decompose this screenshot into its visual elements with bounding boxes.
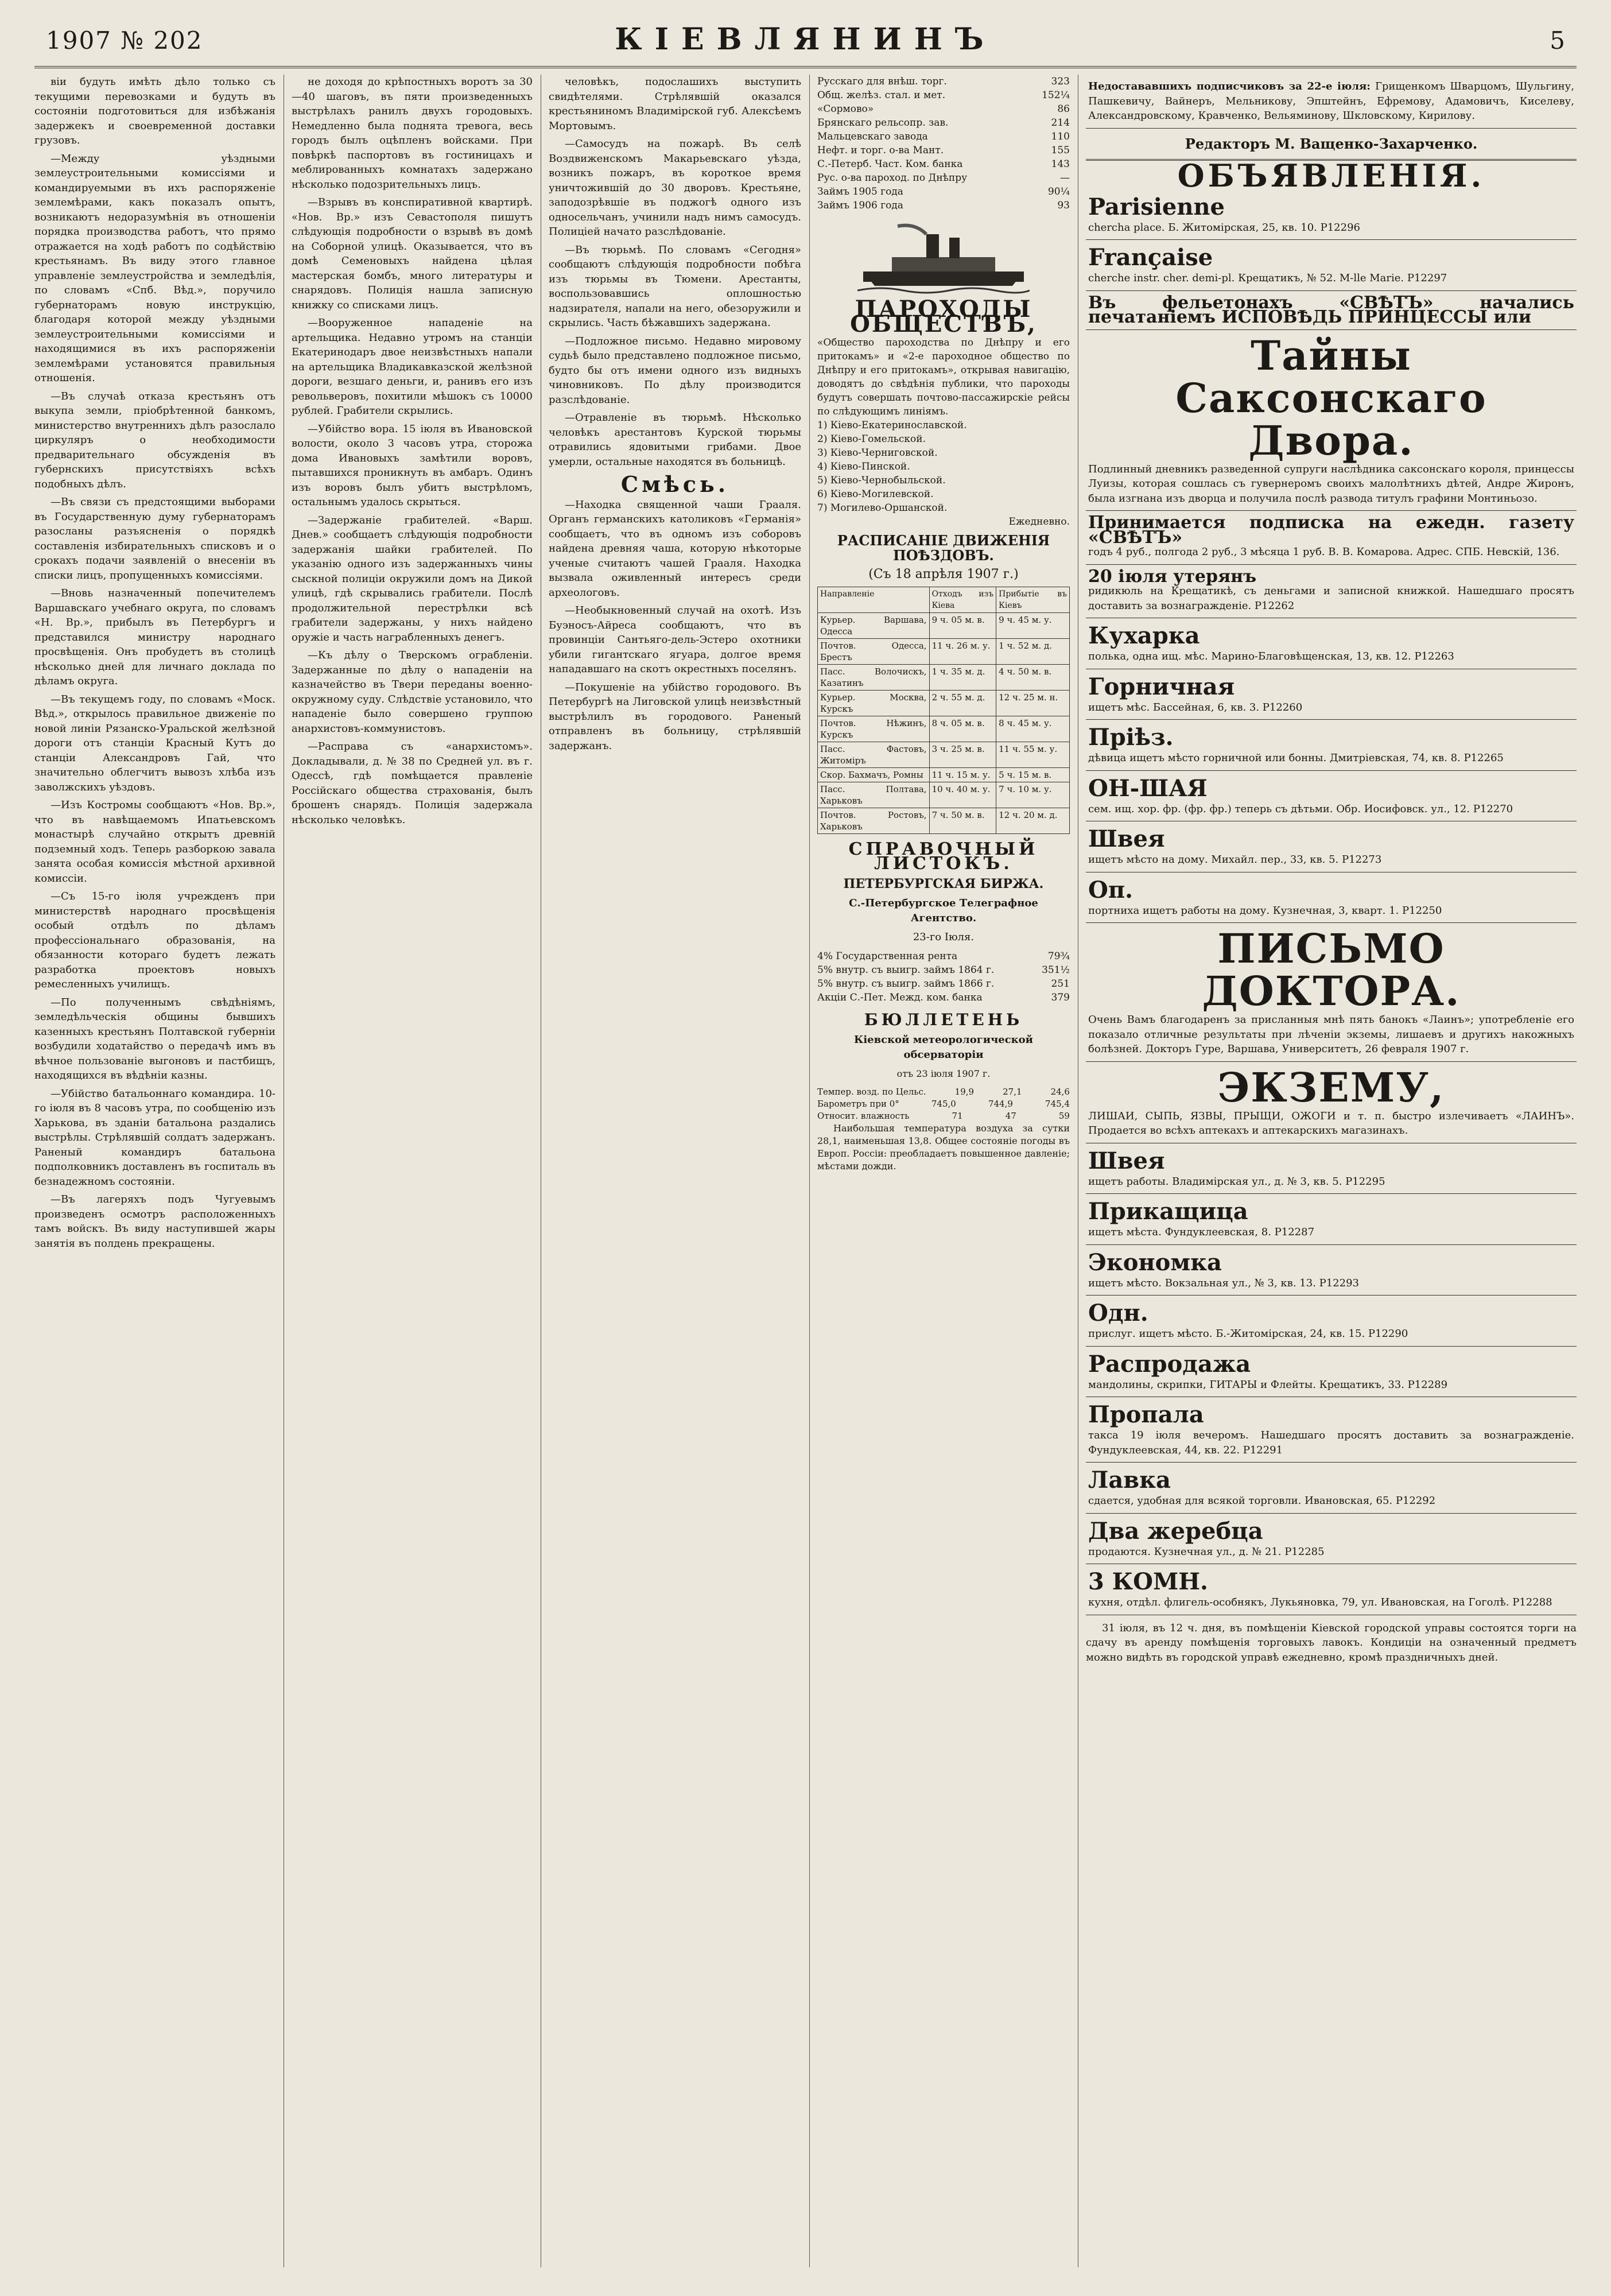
schedule-cell: 1 ч. 35 м. д. bbox=[929, 664, 996, 690]
schedule-cell: 8 ч. 05 м. в. bbox=[929, 716, 996, 742]
ad-item bbox=[1086, 565, 1577, 619]
schedule-row bbox=[818, 782, 1070, 808]
article-paragraph: —Между уѣздными землеустроительными комиссіями и командируемыми въ ихъ распоряженіе землемѣрами, какъ показалъ опытъ, возникаютъ недоразумѣнія въ отношеніи порядка производства работъ, что прямо отражается на ходѣ работъ по содѣйствію крестьянамъ. Въ виду этого главное управленіе землеустройства и земледѣлія, по словамъ «Спб. Вѣд.», поручило губернаторамъ новую инструкцію, благодаря которой между уѣздными землеустроительными комиссіями и находящимися въ ихъ распоряженіи землемѣрами установятся правильныя отношенія. bbox=[34, 152, 275, 384]
spravochny-sub: ПЕТЕРБУРГСКАЯ БИРЖА. bbox=[843, 876, 1044, 891]
exchange-name: 5% внутр. съ выигр. займъ 1866 г. bbox=[817, 978, 995, 990]
stock-row bbox=[817, 102, 1070, 116]
article-paragraph: —Къ дѣлу о Тверскомъ ограбленіи. Задержанные по дѣлу о нападеніи на казначейство въ Твери переданы военно-окружному суду. Слѣдствіе установило, что нападеніе было совершено группою анархистовъ-коммунистовъ. bbox=[292, 649, 533, 735]
schedule-row bbox=[818, 742, 1070, 767]
ad-text: cherche instr. cher. demi-pl. Крещатикъ, № 52. M-lle Marie. Р12297 bbox=[1088, 272, 1447, 284]
ad-lead: Пріѣз. bbox=[1088, 724, 1174, 751]
announcements-title: ОБЪЯВЛЕНІЯ. bbox=[1177, 157, 1485, 194]
schedule-row bbox=[818, 767, 1070, 782]
stock-row bbox=[817, 88, 1070, 102]
stock-name: Брянскаго рельсопр. зав. bbox=[817, 117, 949, 129]
ad-text: годъ 4 руб., полгода 2 руб., 3 мѣсяца 1 руб. В. В. Комарова. Адрес. СПБ. Невскій, 136. bbox=[1088, 546, 1560, 558]
article-paragraph: —Самосудъ на пожарѣ. Въ селѣ Воздвиженскомъ Макарьевскаго уѣзда, возникъ пожаръ, въ короткое время уничтожившій до 30 дворовъ. Крестьяне, заподозрѣвшіе въ поджогѣ одного изъ односельчанъ, учинили надъ нимъ самосудъ. Полиціей начато разслѣдованіе. bbox=[549, 138, 801, 238]
bulletin-sub: Кіевской метеорологической обсерваторіи bbox=[853, 1034, 1034, 1061]
article-paragraph: —Покушеніе на убійство городового. Въ Петербургѣ на Лиговской улицѣ неизвѣстный выстрѣлилъ въ городового. Раненый отправленъ въ больницу, стрѣлявшій задержанъ. bbox=[549, 681, 801, 752]
exchange-price: 379 bbox=[1051, 991, 1070, 1003]
weather-cell: 71 bbox=[952, 1110, 963, 1121]
ad-lead: Лавка bbox=[1088, 1467, 1171, 1494]
article-paragraph: —Изъ Костромы сообщаютъ «Нов. Вр.», что въ навѣщаемомъ Ипатьевскомъ монастырѣ случайно открытъ древній подземный ходъ. Теперь разборкою завала занята особая комиссія мѣстной архивной комиссіи. bbox=[34, 799, 275, 885]
ad-text: ищетъ мѣсто. Вокзальная ул., № 3, кв. 13. Р12293 bbox=[1088, 1277, 1359, 1289]
ad-lead: Швея bbox=[1088, 1147, 1165, 1174]
bulletin-text: Наибольшая температура воздуха за сутки 28,1, наименьшая 13,8. Общее состояніе погоды въ Европ. Россіи: преобладаетъ повышенное давленіе; мѣстами дожди. bbox=[817, 1122, 1070, 1172]
ad-item bbox=[1086, 1143, 1577, 1194]
schedule-cell: 11 ч. 26 м. у. bbox=[929, 638, 996, 664]
spravochny-title: СПРАВОЧНЫЙ ЛИСТОКЪ. bbox=[848, 839, 1039, 874]
ad-item bbox=[1086, 923, 1577, 1062]
stock-name: Общ. желѣз. стал. и мет. bbox=[817, 90, 946, 101]
ad-lead: ЭКЗЕМУ, bbox=[1217, 1063, 1445, 1111]
ship-line: 5) Кіево-Чернобыльской. bbox=[817, 475, 946, 486]
schedule-cell: 1 ч. 52 м. д. bbox=[996, 638, 1070, 664]
article-paragraph: —Необыкновенный случай на охотѣ. Изъ Буэносъ-Айреса сообщаютъ, что въ провинціи Сантьяго-дель-Эстеро охотники убили гигантскаго ягуара, долгое время нападавшаго на скотъ окрестныхъ поселянъ. bbox=[549, 604, 801, 675]
weather-row bbox=[817, 1110, 1070, 1122]
stock-price: 152¼ bbox=[1042, 90, 1070, 101]
train-schedule-table bbox=[817, 587, 1070, 834]
schedule-cell: Почтов. Одесса, Брестъ bbox=[818, 638, 930, 664]
ship-line: 1) Кіево-Екатеринославской. bbox=[817, 420, 967, 431]
ships-text: «Общество пароходства по Днѣпру и его притокамъ» и «2-е пароходное общество по Днѣпру и его притокамъ», открывая навигацію, доводятъ до свѣдѣнія публики, что пароходы будутъ совершать почтово-пассажирскіе рейсы по слѣдующимъ линіямъ. bbox=[817, 337, 1070, 417]
ad-lead: Принимается подписка на ежедн. газету «СВѢТЪ» bbox=[1088, 513, 1574, 548]
schedule-row bbox=[818, 808, 1070, 833]
article-paragraph: —Съ 15-го іюля учрежденъ при министерствѣ народнаго просвѣщенія особый отдѣлъ по дѣламъ профессіональнаго образованія, на обязанности котораго будетъ лежать разработка проектовъ новыхъ ремесленныхъ училищъ. bbox=[34, 890, 275, 990]
ship-line: 3) Кіево-Черниговской. bbox=[817, 447, 938, 459]
article-paragraph: —Убійство вора. 15 іюля въ Ивановской волости, около 3 часовъ утра, сторожа дома Ивановыхъ замѣтили воровъ, пытавшихся проникнуть въ амбаръ. Одинъ изъ воровъ былъ убитъ выстрѣломъ, остальнымъ удалось скрыться. bbox=[292, 422, 533, 508]
ad-item bbox=[1086, 330, 1577, 511]
schedule-cell: 11 ч. 15 м. у. bbox=[929, 767, 996, 782]
article-paragraph: —Подложное письмо. Недавно мировому судьѣ было представлено подложное письмо, будто бы отъ имени одного изъ видныхъ чиновниковъ. По дѣлу производится разслѣдованіе. bbox=[549, 335, 801, 406]
schedule-title: РАСПИСАНІЕ ДВИЖЕНІЯ ПОѢЗДОВЪ. bbox=[837, 532, 1050, 564]
schedule-cell: 2 ч. 55 м. д. bbox=[929, 690, 996, 716]
article-paragraph: не доходя до крѣпостныхъ воротъ за 30—40 шаговъ, въ пяти произведенныхъ выстрѣлахъ ранилъ двухъ городовыхъ. Немедленно была поднята тревога, весь городъ былъ оцѣпленъ войсками. При повѣркѣ паспортовъ въ гостиницахъ и меблированныхъ комнатахъ задержано нѣсколько подозрительныхъ лицъ. bbox=[292, 76, 533, 191]
ad-item bbox=[1086, 1397, 1577, 1463]
ad-item bbox=[1086, 1347, 1577, 1398]
ad-text: дѣвица ищетъ мѣсто горничной или бонны. Дмитріевская, 74, кв. 8. Р12265 bbox=[1088, 752, 1504, 764]
article-paragraph: —Вновь назначенный попечителемъ Варшавскаго учебнаго округа, по словамъ «Н. Вр.», прибылъ въ Петербургъ и представился министру народнаго просвѣщенія. Онъ пробудетъ въ столицѣ нѣсколько дней для личнаго доклада по дѣламъ округа. bbox=[34, 587, 275, 687]
weather-cell: 27,1 bbox=[1003, 1086, 1022, 1097]
ad-lead: Тайны Саксонскаго Двора. bbox=[1175, 331, 1487, 464]
schedule-cell: Почтов. Нѣжинъ, Курскъ bbox=[818, 716, 930, 742]
schedule-cell: 5 ч. 15 м. в. bbox=[996, 767, 1070, 782]
ad-text: Очень Вамъ благодаренъ за присланныя мнѣ пять банокъ «Лаинъ»; употребленіе его показало отличные результаты при лѣченіи экземы, лишаевъ и другихъ накожныхъ болѣзней. Докторъ Гуре, Варшава, Университетъ, 26 февраля 1907 г. bbox=[1088, 1014, 1574, 1055]
schedule-row bbox=[818, 612, 1070, 638]
article-paragraph: —Въ случаѣ отказа крестьянъ отъ выкупа земли, пріобрѣтенной банкомъ, министерство внутреннихъ дѣлъ разослало циркуляръ о необходимости предварительнаго обсужденія въ губернскихъ присутствіяхъ всѣхъ подобныхъ дѣлъ. bbox=[34, 390, 275, 490]
stock-price: 93 bbox=[1057, 200, 1070, 211]
ship-line: 7) Могилево-Оршанской. bbox=[817, 502, 948, 514]
weather-cell: Барометръ при 0° bbox=[817, 1098, 899, 1109]
article-paragraph: —Расправа съ «анархистомъ». Докладывали, д. № 38 по Средней ул. въ г. Одессѣ, гдѣ помѣщается правленіе Россійскаго общества страхованія, былъ брошенъ снарядъ. Полиція задержала нѣсколько человѣкъ. bbox=[292, 740, 533, 826]
ad-lead: Швея bbox=[1088, 825, 1165, 852]
ad-item bbox=[1086, 1245, 1577, 1296]
exchange-name: 4% Государственная рента bbox=[817, 950, 958, 962]
ad-text: ищетъ мѣсто на дому. Михайл. пер., 33, кв. 5. Р12273 bbox=[1088, 854, 1382, 866]
schedule-cell: 11 ч. 55 м. у. bbox=[996, 742, 1070, 767]
ad-text: Грищенкомъ Шварцомъ, Шульгину, Пашкевичу, Вайнеръ, Мельникову, Эпштейнъ, Ефремову, Адамовичъ, Киселеву, Александровскому, Кравченко, Вельяминову, Шкловскому, Кирилову. bbox=[1088, 80, 1574, 122]
ad-text: ищетъ работы. Владимірская ул., д. № 3, кв. 5. Р12295 bbox=[1088, 1175, 1385, 1188]
ad-lead: Кухарка bbox=[1088, 622, 1200, 649]
schedule-cell: Почтов. Ростовъ, Харьковъ bbox=[818, 808, 930, 833]
stock-name: «Сормово» bbox=[817, 103, 874, 115]
schedule-row bbox=[818, 690, 1070, 716]
ad-item bbox=[1086, 1564, 1577, 1615]
schedule-row bbox=[818, 638, 1070, 664]
ship-line: 2) Кіево-Гомельской. bbox=[817, 433, 926, 445]
spravochny-agency: С.-Петербургское Телеграфное Агентство. bbox=[849, 897, 1038, 924]
schedule-cell: 4 ч. 50 м. в. bbox=[996, 664, 1070, 690]
weather-cell: 59 bbox=[1058, 1110, 1070, 1121]
stock-price: 143 bbox=[1051, 158, 1070, 170]
ad-lead: ОН-ШАЯ bbox=[1088, 774, 1208, 802]
ad-item bbox=[1086, 821, 1577, 872]
ad-text: продаются. Кузнечная ул., д. № 21. Р12285 bbox=[1088, 1545, 1325, 1558]
schedule-cell: 10 ч. 40 м. у. bbox=[929, 782, 996, 808]
weather-cell: Относит. влажность bbox=[817, 1110, 910, 1121]
stock-price: 110 bbox=[1051, 131, 1070, 142]
schedule-cell: 7 ч. 10 м. у. bbox=[996, 782, 1070, 808]
ad-item bbox=[1086, 720, 1577, 771]
exchange-name: Акціи С.-Пет. Межд. ком. банка bbox=[817, 991, 983, 1003]
bulletin-date: отъ 23 іюля 1907 г. bbox=[896, 1068, 991, 1079]
ship-line: 4) Кіево-Пинской. bbox=[817, 461, 910, 472]
ad-text: такса 19 іюля вечеромъ. Нашедшаго просятъ доставить за вознагражденіе. Фундуклеевская, 44, кв. 22. Р12291 bbox=[1088, 1429, 1574, 1456]
weather-table bbox=[817, 1086, 1070, 1122]
stock-row bbox=[817, 157, 1070, 171]
ad-text: мандолины, скрипки, ГИТАРЫ и Флейты. Крещатикъ, 33. Р12289 bbox=[1088, 1378, 1448, 1391]
ad-item bbox=[1086, 189, 1577, 241]
stock-row bbox=[817, 144, 1070, 157]
ad-lead: Два жеребца bbox=[1088, 1517, 1263, 1545]
stock-name: Русскаго для внѣш. торг. bbox=[817, 76, 947, 87]
ad-item bbox=[1086, 291, 1577, 330]
stock-row bbox=[817, 171, 1070, 185]
ad-item bbox=[1086, 1463, 1577, 1514]
stock-row bbox=[817, 130, 1070, 144]
schedule-cell: 7 ч. 50 м. в. bbox=[929, 808, 996, 833]
weather-cell: 745,4 bbox=[1045, 1098, 1070, 1109]
weather-cell: 744,9 bbox=[988, 1098, 1013, 1109]
article-paragraph: —Убійство батальоннаго командира. 10-го іюля въ 8 часовъ утра, по сообщенію изъ Харькова, въ зданіи батальона раздались выстрѣлы. Стрѣлявшій солдатъ задержанъ. Раненый командиръ батальона подполковникъ доставленъ въ госпиталь въ безнадежномъ состояніи. bbox=[34, 1087, 275, 1188]
stock-name: Рус. о-ва пароход. по Днѣпру bbox=[817, 172, 968, 184]
ships-note: Ежедневно. bbox=[1008, 516, 1070, 528]
exchange-price: 251 bbox=[1051, 978, 1070, 990]
ad-lead: 3 КОМН. bbox=[1088, 1568, 1208, 1595]
ad-text: ищетъ мѣс. Бассейная, 6, кв. 3. Р12260 bbox=[1088, 701, 1303, 713]
ad-text: кухня, отдѣл. флигель-особнякъ, Лукьяновка, 79, ул. Ивановская, на Гоголѣ. Р12288 bbox=[1088, 1596, 1552, 1608]
ad-text: chercha place. Б. Житомірская, 25, кв. 10. Р12296 bbox=[1088, 221, 1360, 234]
ad-lead: Française bbox=[1088, 244, 1213, 271]
ad-text: прислуг. ищетъ мѣсто. Б.-Житомірская, 24, кв. 15. Р12290 bbox=[1088, 1328, 1408, 1340]
stock-name: Займъ 1906 года bbox=[817, 200, 903, 211]
weather-cell: 745,0 bbox=[931, 1098, 956, 1109]
schedule-header-cell: Прибытіе въ Кіевъ bbox=[996, 587, 1070, 612]
stock-name: Мальцевскаго завода bbox=[817, 131, 928, 142]
article-paragraph: —По полученнымъ свѣдѣніямъ, земледѣльческія общины бывшихъ казенныхъ крестьянъ Полтавской губерніи возбудили ходатайство о передачѣ имъ въ вѣчное пользованіе выгоновъ и пастбищъ, находящихся въ вѣдѣніи казны. bbox=[34, 996, 275, 1081]
ad-item bbox=[1086, 1296, 1577, 1347]
exchange-row bbox=[817, 977, 1070, 991]
ad-lead: Одн. bbox=[1088, 1300, 1148, 1327]
column-2 bbox=[292, 75, 533, 2267]
stock-row bbox=[817, 75, 1070, 88]
schedule-cell: Пасс. Фастовъ, Житоміръ bbox=[818, 742, 930, 767]
article-paragraph: —Въ тюрьмѣ. По словамъ «Сегодня» сообщаютъ слѣдующія подробности побѣга изъ тюрьмы въ Тюмени. Арестанты, воспользовавшись оплошностью надзирателя, напали на него, обезоружили и скрылись. Часть бѣжавшихъ задержана. bbox=[549, 243, 801, 329]
schedule-cell: 9 ч. 45 м. у. bbox=[996, 612, 1070, 638]
stock-name: С.-Петерб. Част. Ком. банка bbox=[817, 158, 963, 170]
schedule-cell: Скор. Бахмачъ, Ромны bbox=[818, 767, 930, 782]
weather-cell: 19,9 bbox=[954, 1086, 975, 1097]
ad-lead: Прикащица bbox=[1088, 1198, 1248, 1225]
ad-text: ищетъ мѣста. Фундуклеевская, 8. Р12287 bbox=[1088, 1226, 1315, 1238]
newspaper-title: КІЕВЛЯНИНЪ bbox=[615, 22, 996, 57]
schedule-cell: 8 ч. 45 м. у. bbox=[996, 716, 1070, 742]
smes-title: Смѣсь. bbox=[620, 471, 729, 497]
ad-item bbox=[1086, 872, 1577, 924]
ad-item bbox=[1086, 1514, 1577, 1565]
schedule-header-cell: Направленіе bbox=[818, 587, 930, 612]
stock-price: 90¼ bbox=[1047, 186, 1070, 197]
ad-subscribers bbox=[1086, 75, 1577, 129]
article-paragraph: человѣкъ, подослашихъ выступить свидѣтелями. Стрѣлявшій оказался крестьяниномъ Владимірской губ. Алексѣемъ Мортовымъ. bbox=[549, 76, 801, 132]
ad-item bbox=[1086, 669, 1577, 720]
schedule-cell: 12 ч. 20 м. д. bbox=[996, 808, 1070, 833]
ads-list bbox=[1086, 189, 1577, 1615]
weather-cell: Темпер. возд. по Цельс. bbox=[817, 1086, 926, 1097]
stock-row bbox=[817, 185, 1070, 199]
column-1 bbox=[34, 75, 275, 2267]
column-3 bbox=[549, 75, 801, 2267]
schedule-cell: Пасс. Полтава, Харьковъ bbox=[818, 782, 930, 808]
article-paragraph: —Находка священной чаши Грааля. Органъ германскихъ католиковъ «Германія» сообщаетъ, что въ одномъ изъ соборовъ найдена древняя чаша, которую нѣкоторые ученые считаютъ чашей Грааля. Находка вызвала оживленный интересъ среди археологовъ. bbox=[549, 498, 801, 599]
article-paragraph: —Въ лагеряхъ подъ Чугуевымъ произведенъ осмотръ расположенныхъ тамъ войскъ. Въ виду наступившей жары занятія въ полдень прекращены. bbox=[34, 1193, 275, 1250]
ad-footer: 31 іюля, въ 12 ч. дня, въ помѣщеніи Кіевской городской управы состоятся торги на сдачу въ аренду помѣщенія торговыхъ лавокъ. Кондиціи на означенный предметъ можно видѣть въ городской управѣ ежедневно, кромѣ праздничныхъ дней. bbox=[1086, 1622, 1577, 1663]
steamship-icon bbox=[857, 217, 1030, 297]
article-paragraph: —Вооруженное нападеніе на артельщика. Недавно утромъ на станціи Екатеринодаръ двое неизвѣстныхъ напали на артельщика Владикавказской желѣзной дороги, везшаго деньги, и, ранивъ его изъ револьверовъ, похитили мѣшокъ съ 10000 рублей. Грабители скрылись. bbox=[292, 317, 533, 417]
weather-cell: 24,6 bbox=[1050, 1086, 1070, 1097]
issue-date: 1907 № 202 bbox=[46, 26, 203, 55]
ad-item bbox=[1086, 771, 1577, 822]
stock-list bbox=[817, 75, 1070, 212]
spravochny-date: 23-го Іюля. bbox=[913, 931, 975, 943]
schedule-cell: 9 ч. 05 м. в. bbox=[929, 612, 996, 638]
schedule-row bbox=[818, 716, 1070, 742]
article-paragraph: —Задержаніе грабителей. «Варш. Днев.» сообщаетъ слѣдующія подробности задержанія шайки грабителей. По указанію одного изъ задержанныхъ чины сыскной полиціи окружили домъ на Дикой улицѣ, гдѣ скрывались грабители. Послѣ продолжительной перестрѣлки всѣ грабители задержаны, у нихъ найдено оружіе и часть награбленныхъ денегъ. bbox=[292, 514, 533, 643]
ad-text: ЛИШАИ, СЫПЬ, ЯЗВЫ, ПРЫЩИ, ОЖОГИ и т. п. быстро излечиваетъ «ЛАИНЪ». Продается во всѣхъ аптекахъ и аптекарскихъ магазинахъ. bbox=[1088, 1110, 1574, 1137]
exchange-list bbox=[817, 949, 1070, 1004]
stock-row bbox=[817, 116, 1070, 130]
ad-text: полька, одна ищ. мѣс. Марино-Благовѣщенская, 13, кв. 12. Р12263 bbox=[1088, 650, 1454, 662]
ad-item bbox=[1086, 240, 1577, 291]
ad-lead: Оп. bbox=[1088, 876, 1133, 903]
schedule-header-cell: Отходъ изъ Кіева bbox=[929, 587, 996, 612]
ad-item bbox=[1086, 511, 1577, 565]
column-5-ads bbox=[1086, 75, 1577, 2267]
article-paragraph: —Въ текущемъ году, по словамъ «Моск. Вѣд.», открылось правильное движеніе по новой линіи Рязанско-Уральской желѣзной дороги отъ станціи Красный Кутъ до станціи Александровъ Гай, что значительно облегчитъ вывозъ хлѣба изъ заволжскихъ уѣздовъ. bbox=[34, 693, 275, 793]
ad-text: сем. ищ. хор. фр. (фр. фр.) теперь съ дѣтьми. Обр. Иосифовск. ул., 12. Р12270 bbox=[1088, 802, 1513, 815]
schedule-row bbox=[818, 664, 1070, 690]
weather-row bbox=[817, 1098, 1070, 1110]
page-number: 5 bbox=[1550, 26, 1565, 55]
stock-price: — bbox=[1060, 172, 1070, 184]
exchange-row bbox=[817, 991, 1070, 1004]
schedule-cell: Курьер. Москва, Курскъ bbox=[818, 690, 930, 716]
weather-row bbox=[817, 1086, 1070, 1098]
weather-cell: 47 bbox=[1005, 1110, 1016, 1121]
ad-lead: Parisienne bbox=[1088, 193, 1225, 220]
ad-lead: 20 іюля утерянъ bbox=[1088, 566, 1257, 587]
ad-item bbox=[1086, 1194, 1577, 1245]
ad-lead: Недостававшихъ подписчиковъ за 22-е іюля: bbox=[1088, 80, 1371, 92]
bulletin-title: БЮЛЛЕТЕНЬ bbox=[864, 1010, 1023, 1029]
ship-lines bbox=[817, 418, 1070, 515]
exchange-row bbox=[817, 963, 1070, 977]
article-paragraph: —Взрывъ въ конспиративной квартирѣ. «Нов. Вр.» изъ Севастополя пишутъ слѣдующія подробности о взрывѣ въ домѣ на Соборной улицѣ. Оказывается, что въ домѣ Семеновыхъ найдена цѣлая мастерская бомбъ, много литературы и снарядовъ. Полиція нашла записную книжку со списками лицъ. bbox=[292, 196, 533, 311]
exchange-row bbox=[817, 949, 1070, 963]
ad-lead: Пропала bbox=[1088, 1401, 1204, 1428]
schedule-cell: 3 ч. 25 м. в. bbox=[929, 742, 996, 767]
ships-header: ПАРОХОДЫ ОБЩЕСТВЪ, bbox=[850, 296, 1037, 338]
exchange-price: 351½ bbox=[1042, 964, 1070, 976]
ad-lead: Экономка bbox=[1088, 1248, 1222, 1276]
schedule-cell: Пасс. Волочискъ, Казатинъ bbox=[818, 664, 930, 690]
ad-lead: Распродажа bbox=[1088, 1350, 1251, 1378]
stock-price: 86 bbox=[1057, 103, 1070, 115]
ad-text: сдается, удобная для всякой торговли. Ивановская, 65. Р12292 bbox=[1088, 1495, 1436, 1507]
stock-price: 323 bbox=[1051, 76, 1070, 87]
stock-row bbox=[817, 199, 1070, 212]
ad-lead: Горничная bbox=[1088, 673, 1235, 700]
editor-line: Редакторъ М. Ващенко-Захарченко. bbox=[1086, 129, 1577, 161]
masthead bbox=[34, 11, 1577, 68]
ad-text: Подлинный дневникъ разведенной супруги наслѣдника саксонскаго короля, принцессы Луизы, которая сошлась съ гувернеромъ своихъ малолѣтнихъ дѣтей, Андре Жиронъ, была изгнана изъ дворца и получила послѣ развода титулъ графини Монтиньозо. bbox=[1088, 463, 1574, 505]
stock-name: Нефт. и торг. о-ва Мант. bbox=[817, 145, 944, 156]
stock-price: 214 bbox=[1051, 117, 1070, 129]
schedule-cell: Курьер. Варшава, Одесса bbox=[818, 612, 930, 638]
ad-text: ридикюль на Крещатикѣ, съ деньгами и записной книжкой. Нашедшаго просятъ доставить за вознагражденіе. Р12262 bbox=[1088, 585, 1574, 612]
ship-line: 6) Кіево-Могилевской. bbox=[817, 488, 934, 500]
exchange-name: 5% внутр. съ выигр. займъ 1864 г. bbox=[817, 964, 995, 976]
article-paragraph: —Въ связи съ предстоящими выборами въ Государственную думу губернаторамъ разосланы разъясненія о порядкѣ составленія избирательныхъ списковъ и о срокахъ подачи заявленій о внесеніи въ списки лицъ, пропущенныхъ комиссіями. bbox=[34, 496, 275, 581]
article-paragraph: —Отравленіе въ тюрьмѣ. Нѣсколько человѣкъ арестантовъ Курской тюрьмы отравились ядовитыми грибами. Двое умерли, остальные находятся въ больницѣ. bbox=[549, 412, 801, 468]
ad-text: портниха ищетъ работы на дому. Кузнечная, 3, кварт. 1. Р12250 bbox=[1088, 904, 1442, 917]
ad-lead: ПИСЬМО ДОКТОРА. bbox=[1202, 925, 1461, 1015]
stock-price: 155 bbox=[1051, 145, 1070, 156]
schedule-cell: 12 ч. 25 м. н. bbox=[996, 690, 1070, 716]
column-divider bbox=[809, 75, 810, 2267]
exchange-price: 79¾ bbox=[1047, 950, 1070, 962]
ad-item bbox=[1086, 1062, 1577, 1143]
ad-lead: Въ фельетонахъ «СВѢТЪ» начались печатаніемъ ИСПОВѢДЬ ПРИНЦЕССЫ или bbox=[1088, 292, 1574, 327]
article-paragraph: віи будуть имѣть дѣло только съ текущими перевозками и будуть въ состояніи подготовиться для избѣжанія задержекъ и своевременной доставки грузовъ. bbox=[34, 76, 275, 146]
stock-name: Займъ 1905 года bbox=[817, 186, 903, 197]
ad-item bbox=[1086, 618, 1577, 669]
column-4 bbox=[817, 75, 1070, 2267]
schedule-subtitle: (Съ 18 апрѣля 1907 г.) bbox=[868, 567, 1019, 581]
